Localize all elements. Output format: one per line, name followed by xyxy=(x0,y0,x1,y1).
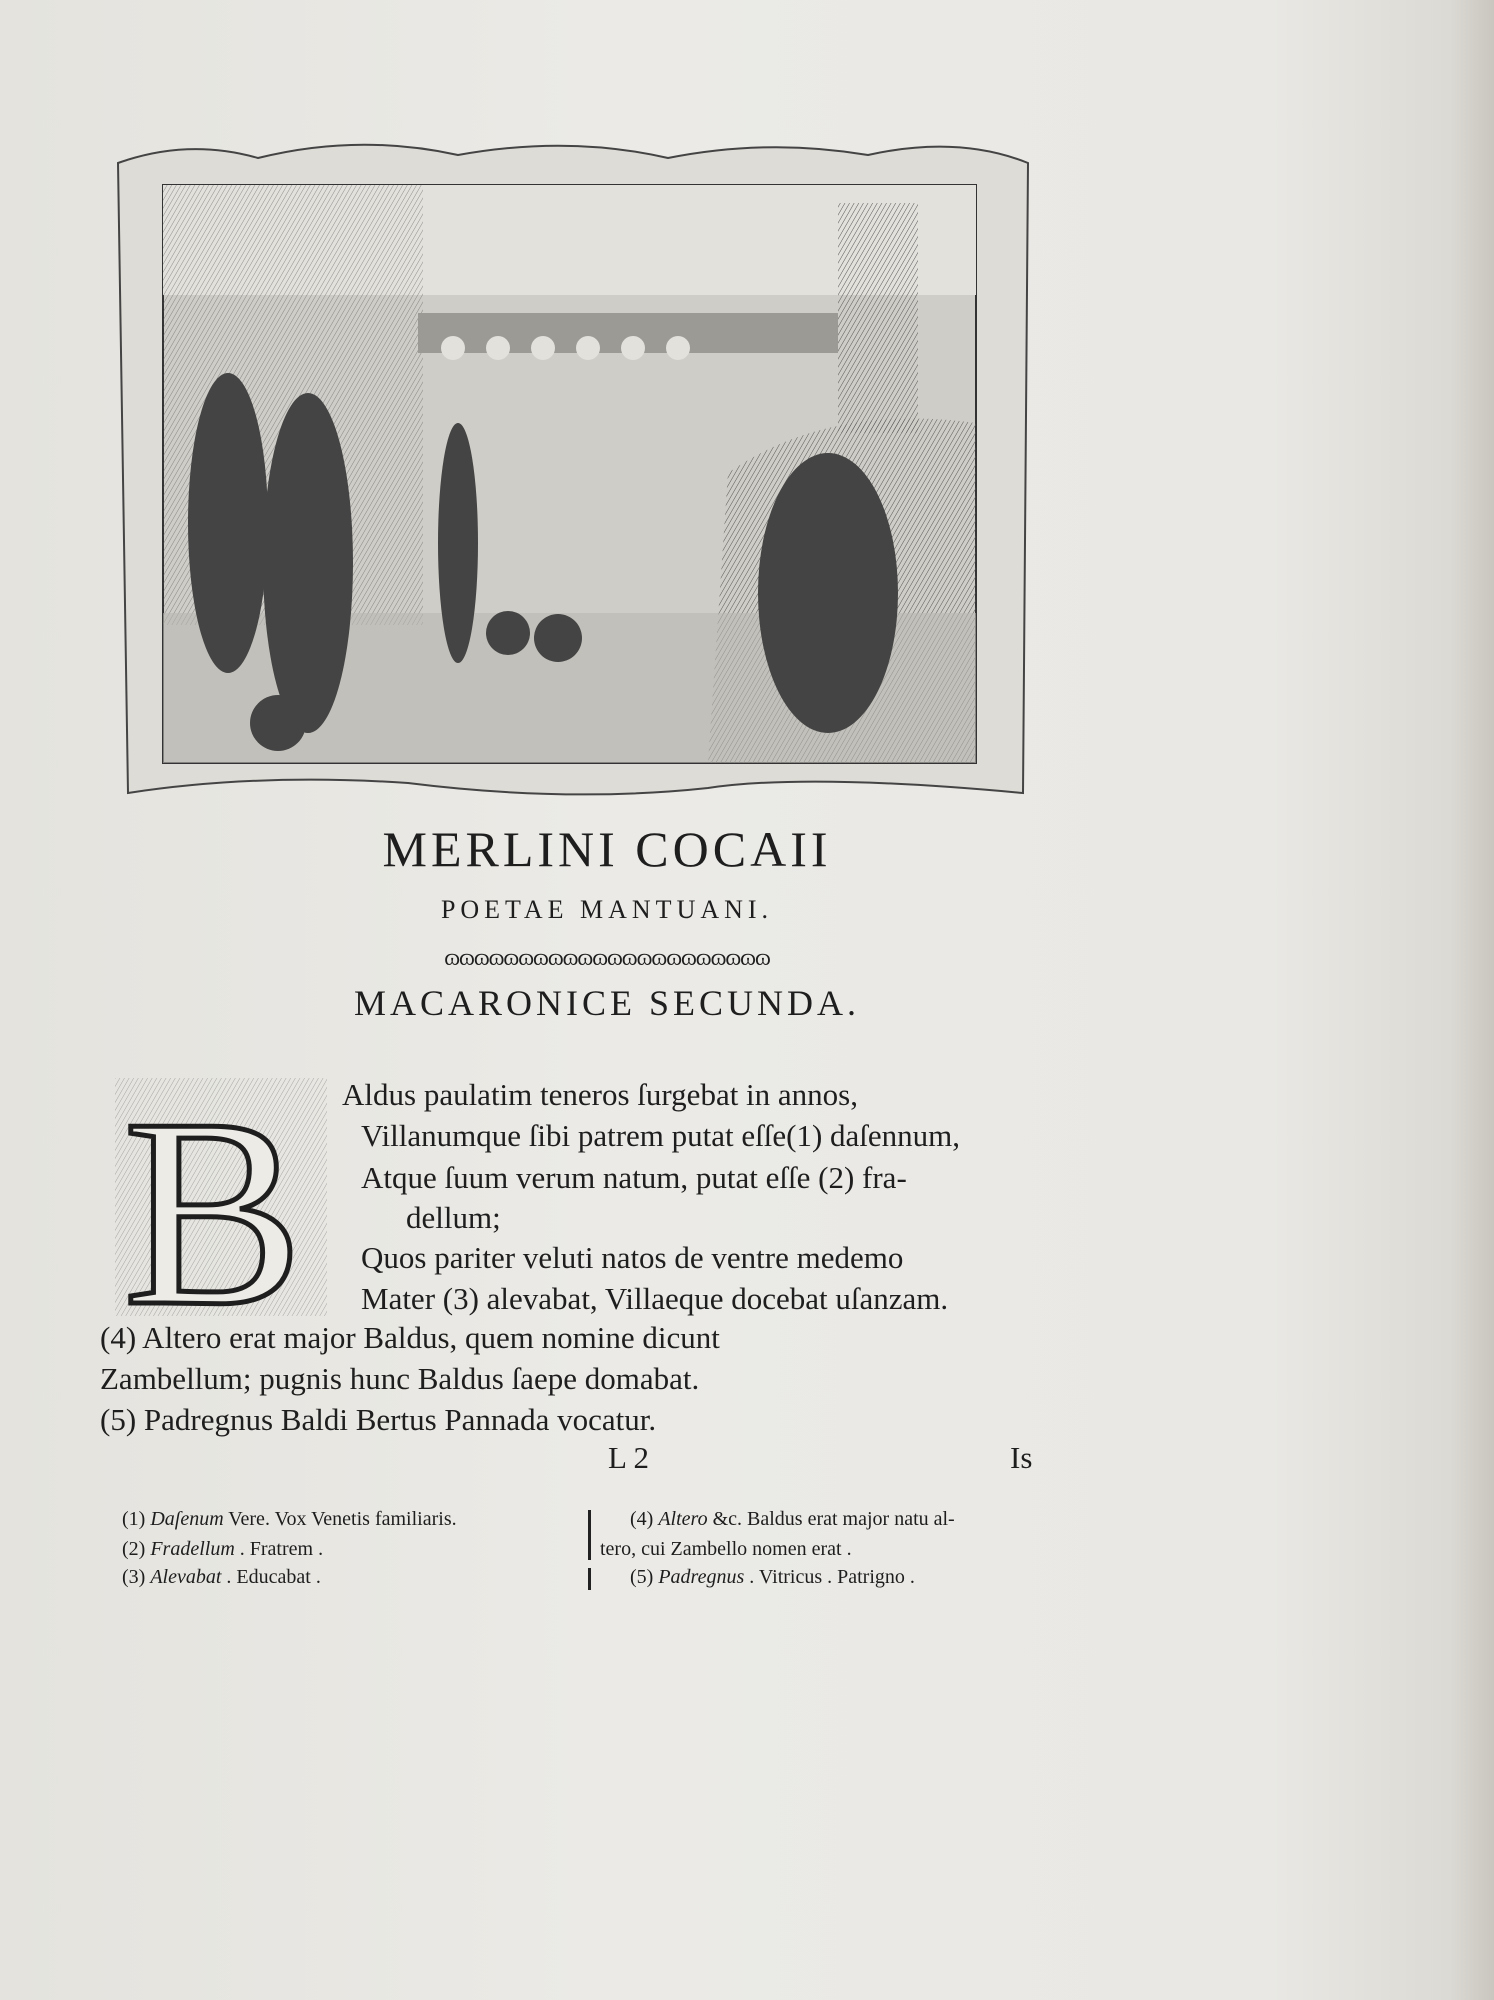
drop-cap-letter: B xyxy=(123,1078,304,1316)
footnote: (3) Alevabat . Educabat . xyxy=(122,1566,321,1588)
ornament-rule: ɷɷɷɷɷɷɷɷɷɷɷɷɷɷɷɷɷɷɷɷɷɷ xyxy=(444,945,770,971)
verse-line: Atque ſuum verum natum, putat eſſe (2) fra- xyxy=(361,1160,907,1195)
footnote: (4) Altero &c. Baldus erat major natu al- xyxy=(630,1508,955,1530)
verse-line: Mater (3) alevabat, Villaeque docebat uſanzam. xyxy=(361,1281,949,1316)
catchword: Is xyxy=(1010,1440,1033,1475)
drop-cap xyxy=(115,1078,327,1316)
footnote-divider xyxy=(588,1568,591,1590)
verse-line: Villanumque ſibi patrem putat eſſe(1) daſennum, xyxy=(361,1118,961,1153)
signature-mark: L 2 xyxy=(608,1440,650,1475)
footnote: tero, cui Zambello nomen erat . xyxy=(600,1538,852,1560)
book-subtitle: POETAE MANTUANI. xyxy=(440,895,774,924)
book-title: MERLINI COCAII xyxy=(382,821,832,877)
engraving-illustration xyxy=(108,143,1034,797)
verse-line: (5) Padregnus Baldi Bertus Pannada vocatur. xyxy=(100,1402,657,1437)
verse-line: Zambellum; pugnis hunc Baldus ſaepe domabat. xyxy=(100,1361,700,1396)
footnote: (1) Daſenum Vere. Vox Venetis familiaris. xyxy=(122,1508,457,1530)
verse-line: Aldus paulatim teneros ſurgebat in annos, xyxy=(342,1077,858,1112)
footnote: (5) Padregnus . Vitricus . Patrigno . xyxy=(630,1566,915,1588)
footnote-divider xyxy=(588,1510,591,1560)
verse-line: Quos pariter veluti natos de ventre medemo xyxy=(361,1240,904,1275)
verse-line: dellum; xyxy=(406,1200,501,1235)
footnote: (2) Fradellum . Fratrem . xyxy=(122,1538,324,1560)
verse-line: (4) Altero erat major Baldus, quem nomine dicunt xyxy=(100,1320,720,1355)
section-title: MACARONICE SECUNDA. xyxy=(353,983,861,1023)
